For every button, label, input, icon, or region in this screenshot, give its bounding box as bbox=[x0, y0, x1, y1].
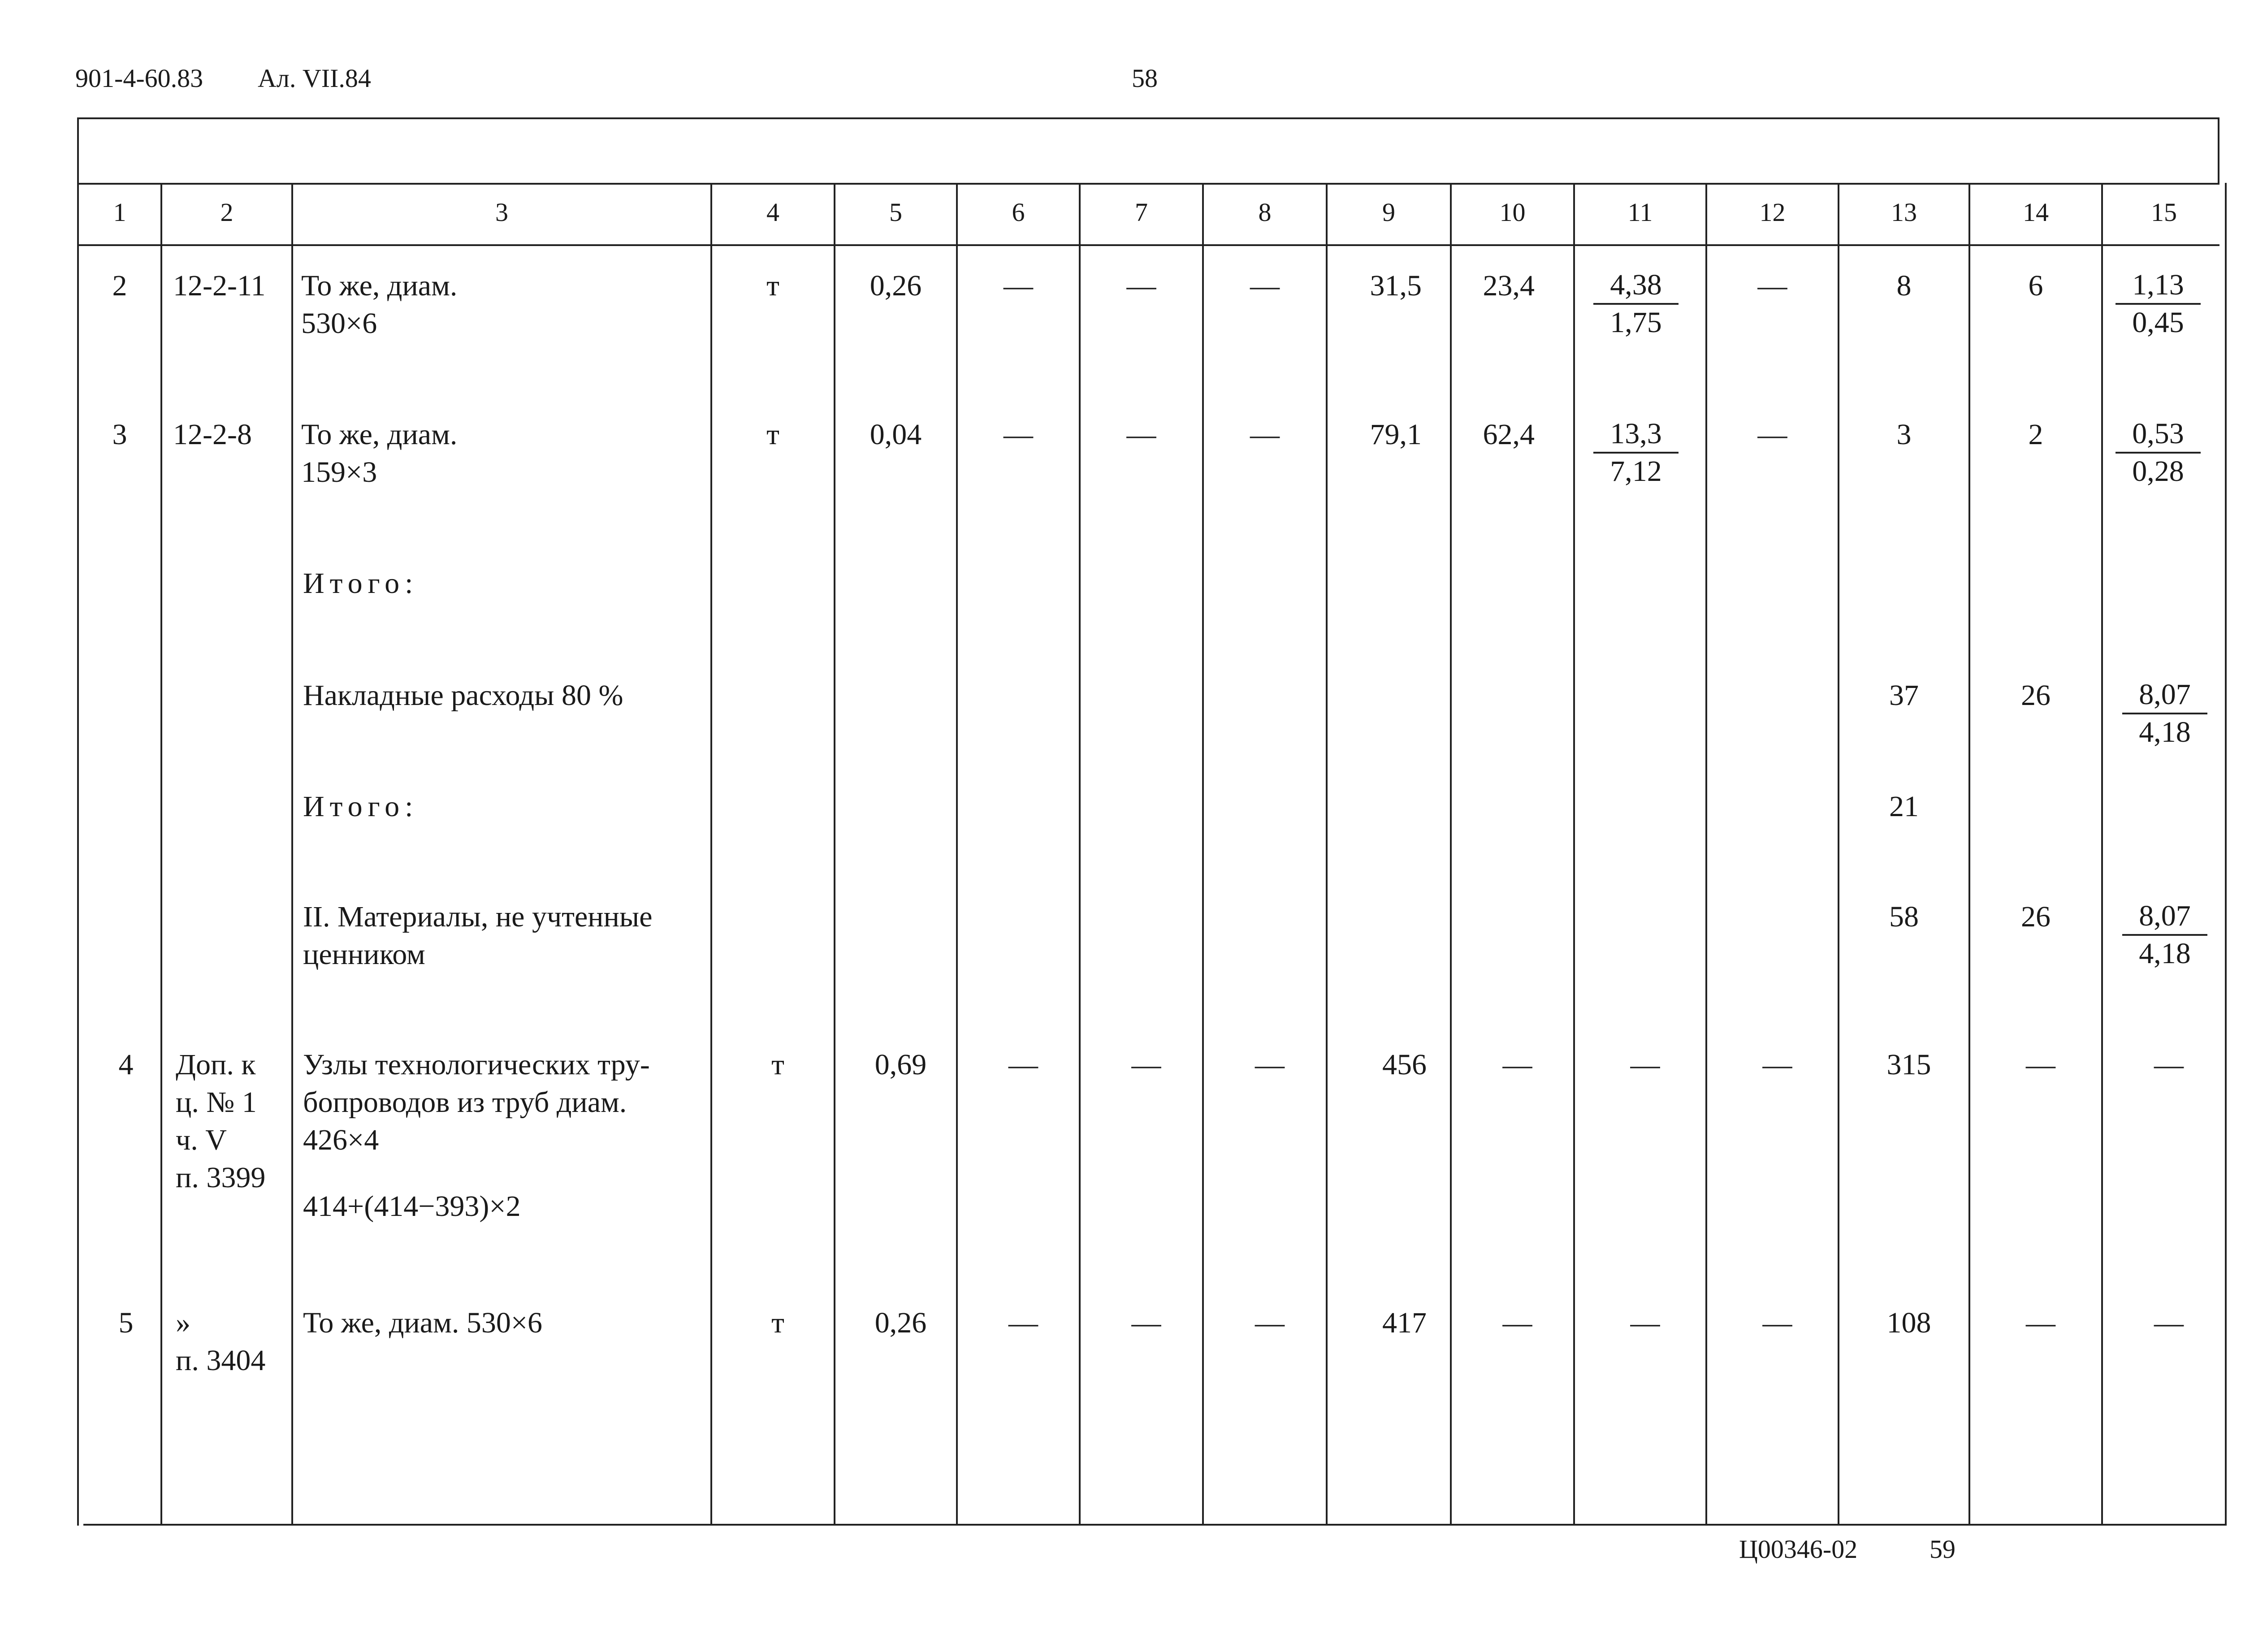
col7-value: — bbox=[1131, 1048, 1161, 1081]
column-divider-9 bbox=[1450, 183, 1452, 1526]
fraction-denominator: 0,28 bbox=[2132, 455, 2184, 488]
col13-value: 315 bbox=[1886, 1048, 1931, 1081]
col9-value: 79,1 bbox=[1370, 418, 1422, 451]
col10-value: 62,4 bbox=[1483, 418, 1535, 451]
item-name: То же, диам. 530×6 bbox=[303, 1306, 543, 1339]
col14-value: 26 bbox=[2021, 679, 2051, 712]
column-number: 14 bbox=[2023, 198, 2049, 227]
subtotal-label: Итого: bbox=[303, 790, 419, 823]
col8-value: — bbox=[1255, 1048, 1285, 1081]
fraction-denominator: 0,45 bbox=[2132, 306, 2184, 339]
col8-value: — bbox=[1250, 418, 1280, 451]
column-number: 11 bbox=[1627, 198, 1653, 227]
column-number: 7 bbox=[1135, 198, 1148, 227]
col13-value: 8 bbox=[1896, 269, 1912, 302]
fraction-denominator: 4,18 bbox=[2139, 716, 2191, 748]
item-name: То же, диам. 159×3 bbox=[301, 418, 458, 489]
col14-value: — bbox=[2026, 1306, 2055, 1339]
footer-document-code: Ц00346-02 bbox=[1739, 1535, 1858, 1564]
price-code: » п. 3404 bbox=[176, 1306, 266, 1377]
col9-value: 31,5 bbox=[1370, 269, 1422, 302]
fraction-numerator: 13,3 bbox=[1593, 416, 1679, 454]
table-left-border bbox=[77, 183, 79, 1526]
quantity: 0,26 bbox=[874, 1306, 927, 1339]
col15-value: — bbox=[2154, 1048, 2184, 1081]
column-number: 1 bbox=[113, 198, 126, 227]
col12-value: — bbox=[1762, 1306, 1792, 1339]
col15-fraction bbox=[2122, 677, 2207, 750]
col6-value: — bbox=[1004, 269, 1033, 302]
fraction-numerator: 0,53 bbox=[2116, 416, 2201, 454]
column-number: 10 bbox=[1499, 198, 1526, 227]
col14-value: — bbox=[2026, 1048, 2055, 1081]
col10-value: — bbox=[1502, 1048, 1532, 1081]
album-sheet: Ал. VII.84 bbox=[258, 64, 371, 93]
price-code: 12-2-8 bbox=[173, 418, 252, 451]
document-code: 901-4-60.83 bbox=[75, 64, 203, 93]
fraction-numerator: 4,38 bbox=[1593, 267, 1679, 305]
col12-value: — bbox=[1762, 1048, 1792, 1081]
col9-value: 456 bbox=[1382, 1048, 1427, 1081]
col12-value: — bbox=[1757, 418, 1787, 451]
col10-value: — bbox=[1502, 1306, 1532, 1339]
fraction-denominator: 4,18 bbox=[2139, 937, 2191, 970]
fraction-denominator: 1,75 bbox=[1610, 306, 1662, 339]
row-number: 5 bbox=[118, 1306, 134, 1339]
col13-value: 37 bbox=[1889, 679, 1919, 712]
column-number: 3 bbox=[495, 198, 508, 227]
table-top-band bbox=[77, 117, 2219, 185]
col15-value: — bbox=[2154, 1306, 2184, 1339]
column-number: 12 bbox=[1759, 198, 1786, 227]
table-bottom-border bbox=[83, 1524, 2227, 1526]
col11-value: — bbox=[1630, 1306, 1660, 1339]
col13-value: 108 bbox=[1886, 1306, 1931, 1339]
unit: т bbox=[766, 418, 779, 451]
col11-value: — bbox=[1630, 1048, 1660, 1081]
column-number: 5 bbox=[889, 198, 902, 227]
col11-fraction bbox=[1593, 416, 1679, 489]
col7-value: — bbox=[1126, 269, 1156, 302]
quantity: 0,69 bbox=[874, 1048, 927, 1081]
col14-value: 2 bbox=[2028, 418, 2043, 451]
col14-value: 6 bbox=[2028, 269, 2043, 302]
col10-value: 23,4 bbox=[1483, 269, 1535, 302]
col7-value: — bbox=[1131, 1306, 1161, 1339]
col11-fraction bbox=[1593, 267, 1679, 341]
column-number: 9 bbox=[1382, 198, 1395, 227]
col15-fraction bbox=[2116, 267, 2201, 341]
column-number: 2 bbox=[220, 198, 234, 227]
column-number: 13 bbox=[1891, 198, 1917, 227]
column-number: 4 bbox=[766, 198, 779, 227]
col13-value: 3 bbox=[1896, 418, 1912, 451]
item-name: То же, диам. 530×6 bbox=[301, 269, 458, 340]
overhead-label: Накладные расходы 80 % bbox=[303, 679, 623, 712]
col13-value: 58 bbox=[1889, 900, 1919, 933]
subtotal-label: Итого: bbox=[303, 567, 419, 600]
page-number: 58 bbox=[1132, 64, 1158, 93]
item-name: Узлы технологических тру- бопроводов из труб диам. 426×4 bbox=[303, 1048, 650, 1156]
col6-value: — bbox=[1008, 1048, 1038, 1081]
column-divider-3 bbox=[710, 183, 712, 1526]
col15-fraction bbox=[2122, 898, 2207, 972]
column-divider-2 bbox=[291, 183, 293, 1526]
price-formula: 414+(414−393)×2 bbox=[303, 1190, 521, 1223]
col8-value: — bbox=[1255, 1306, 1285, 1339]
fraction-denominator: 7,12 bbox=[1610, 455, 1662, 488]
col7-value: — bbox=[1126, 418, 1156, 451]
col15-fraction bbox=[2116, 416, 2201, 489]
row-number: 4 bbox=[118, 1048, 134, 1081]
unit: т bbox=[771, 1306, 784, 1339]
footer-page-number: 59 bbox=[1930, 1535, 1955, 1564]
col9-value: 417 bbox=[1382, 1306, 1427, 1339]
col8-value: — bbox=[1250, 269, 1280, 302]
row-number: 3 bbox=[112, 418, 127, 451]
col6-value: — bbox=[1004, 418, 1033, 451]
header-row-divider bbox=[77, 244, 2219, 246]
section-title: II. Материалы, не учтенные ценником bbox=[303, 900, 653, 971]
unit: т bbox=[766, 269, 779, 302]
quantity: 0,04 bbox=[870, 418, 922, 451]
column-number: 6 bbox=[1012, 198, 1025, 227]
fraction-numerator: 8,07 bbox=[2122, 677, 2207, 714]
fraction-numerator: 8,07 bbox=[2122, 898, 2207, 936]
col14-value: 26 bbox=[2021, 900, 2051, 933]
price-code: Доп. к ц. № 1 ч. V п. 3399 bbox=[176, 1048, 266, 1194]
col12-value: — bbox=[1757, 269, 1787, 302]
column-number: 15 bbox=[2151, 198, 2177, 227]
col13-value: 21 bbox=[1889, 790, 1919, 823]
column-number: 8 bbox=[1258, 198, 1272, 227]
fraction-numerator: 1,13 bbox=[2116, 267, 2201, 305]
row-number: 2 bbox=[112, 269, 127, 302]
quantity: 0,26 bbox=[870, 269, 922, 302]
unit: т bbox=[771, 1048, 784, 1081]
price-code: 12-2-11 bbox=[173, 269, 266, 302]
col6-value: — bbox=[1008, 1306, 1038, 1339]
